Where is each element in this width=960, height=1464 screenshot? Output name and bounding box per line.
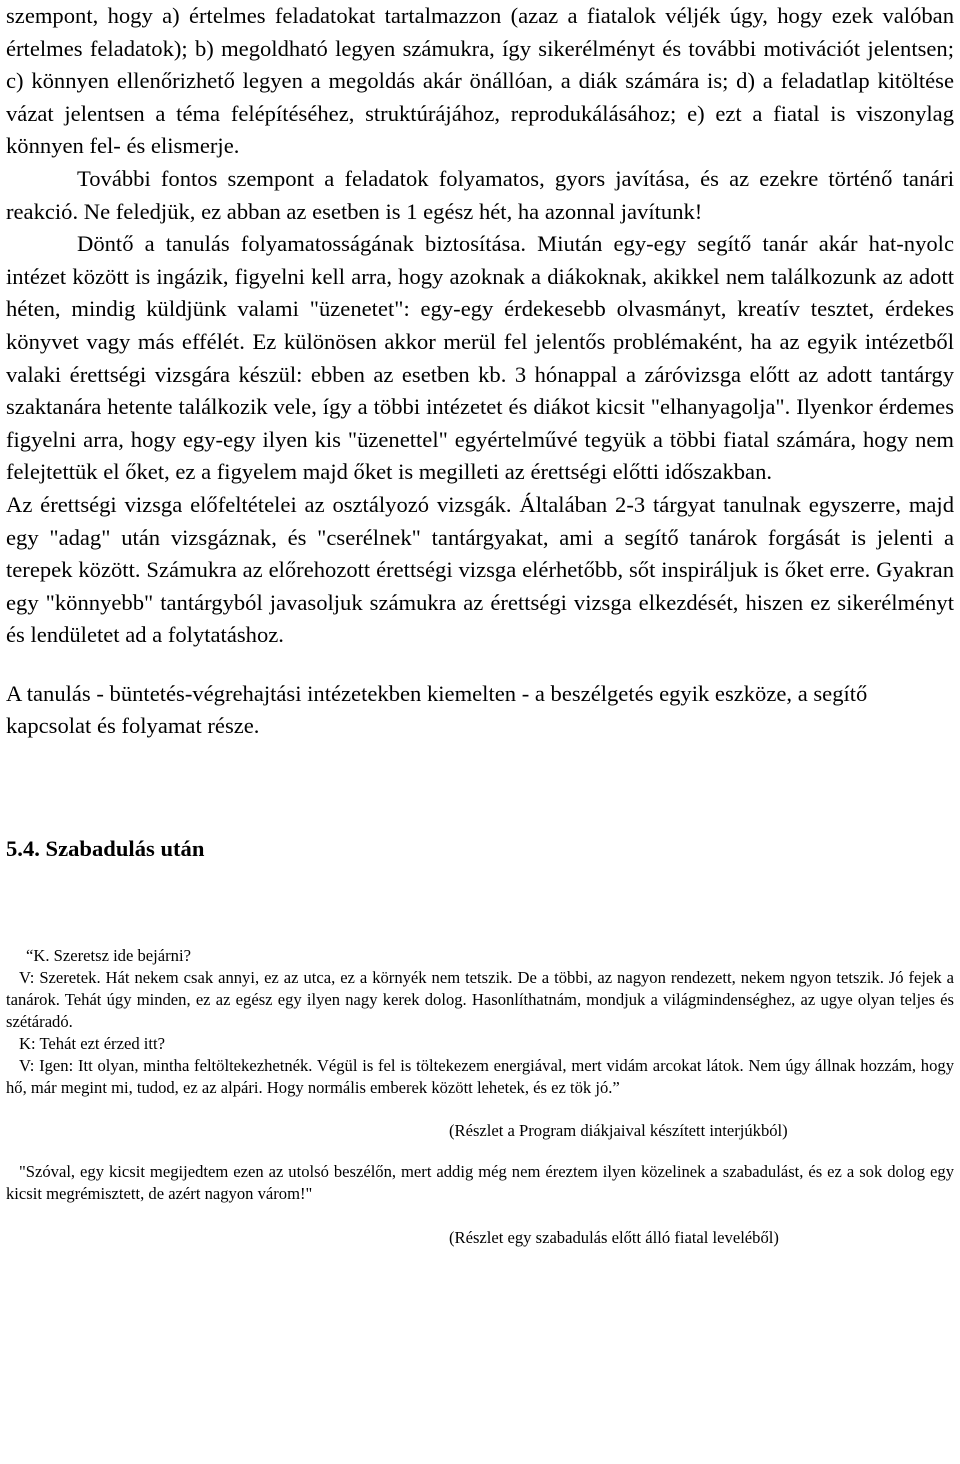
interview-answer-1: V: Szeretek. Hát nekem csak annyi, ez az utca, ez a környék nem tetszik. De a többi, az nagyon rendezett, nekem ngyon tetszik. Jó fejek a tanárok. Tehát úgy minden, ez az egész egy ilyen nagy kerek dolog. Hasonlíthatnám, mondjuk a világmindenséghez, az ugye olyan teljes és szétáradó.: [6, 968, 954, 1032]
letter-source: (Részlet egy szabadulás előtt álló fiatal leveléből): [449, 1228, 779, 1248]
interview-answer-2: V: Igen: Itt olyan, mintha feltöltekezhetnék. Végül is fel is töltekezem energiával, mert vidám arcokat látok. Nem úgy állnak hozzám, hogy hő, már megint mi, tudod, ez az alpári. Hogy normális emberek között lehetek, és ez tök jó.”: [6, 1056, 954, 1098]
section-heading: 5.4. Szabadulás után: [6, 836, 205, 862]
interview-question-2: K: Tehát ezt érzed itt?: [19, 1034, 165, 1054]
paragraph-criteria: szempont, hogy a) értelmes feladatokat tartalmazzon (azaz a fiatalok véljék úgy, hogy ezek valóban értelmes feladatok); b) megoldható legyen számukra, így sikerélményt és további motivációt jelentsen; c) könnyen ellenőrizhető legyen a megoldás akár önállóan, a diák számára is; d) a feladatlap kitöltése vázat jelentsen a téma felépítéséhez, struktúrájához, reprodukálásához; e) ezt a fiatal is viszonylag könnyen fel- és elismerje.: [6, 3, 954, 159]
interview-question-1: “K. Szeretsz ide bejárni?: [26, 946, 191, 966]
paragraph-continuity: Döntő a tanulás folyamatosságának biztosítása. Miután egy-egy segítő tanár akár hat-nyolc intézet között is ingázik, figyelni kell arra, hogy azoknak a diákoknak, akikkel nem találkozunk az adott héten, mindig küldjünk valami "üzenetet": egy-egy érdekesebb olvasmányt, kreatív tesztet, érdekes könyvet vagy más effélét. Ez különösen akkor merül fel jelentős problémaként, ha az egyik intézetből valaki érettségi vizsgára készül: ebben az esetben kb. 3 hónappal a záróvizsga előtt az adott tantárgy szaktanára hetente találkozik vele, így a többi intézetet és diákot kicsit "elhanyagolja". Ilyenkor érdemes figyelni arra, hogy egy-egy ilyen kis "üzenettel" egyértelművé tegyük a többi fiatal számára, hogy nem felejtettük el őket, ez a figyelem majd őket is megilleti az érettségi előtti időszakban.: [6, 231, 954, 485]
body-text: [6, 0, 954, 743]
interview-excerpt: [6, 945, 954, 1249]
letter-quote: "Szóval, egy kicsit megijedtem ezen az utolsó beszélőn, mert addig még nem éreztem ilyen közelinek a szabadulást, és ez a sok dolog egy kicsit megrémisztett, de azért nagyon várom!": [6, 1162, 954, 1204]
interview-source: (Részlet a Program diákjaival készített interjúkból): [449, 1121, 788, 1141]
paragraph-learning-summary: A tanulás - büntetés-végrehajtási intézetekben kiemelten - a beszélgetés egyik eszköze, a segítő kapcsolat és folyamat része.: [6, 680, 868, 739]
paragraph-exams: Az érettségi vizsga előfeltételei az osztályozó vizsgák. Általában 2-3 tárgyat tanulnak egyszerre, majd egy "adag" után vizsgáznak, és "cserélnek" tantárgyakat, ami a segítő tanárok forgását is jelenti a terepek között. Számukra az előrehozott érettségi vizsga elérhetőbb, sőt inspiráljuk is őket erre. Gyakran egy "könnyebb" tantárgyból javasoljuk számukra az érettségi vizsga elkezdését, hiszen ez sikerélményt és lendületet ad a folytatáshoz.: [6, 491, 954, 648]
paragraph-correction: További fontos szempont a feladatok folyamatos, gyors javítása, és az ezekre történő tanári reakció. Ne feledjük, ez abban az esetben is 1 egész hét, ha azonnal javítunk!: [6, 165, 954, 224]
